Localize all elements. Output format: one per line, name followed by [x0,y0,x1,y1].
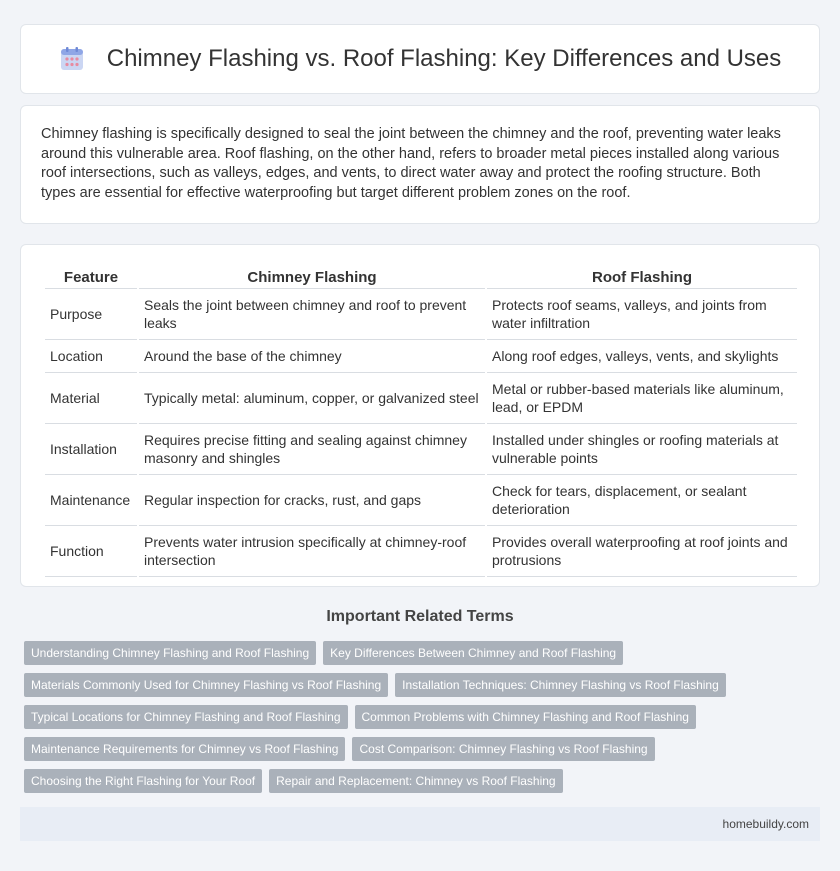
feature-cell: Material [45,373,137,424]
related-terms-title: Important Related Terms [326,608,514,625]
related-term-link[interactable]: Installation Techniques: Chimney Flashing vs Roof Flashing [395,673,726,697]
table-header-row [45,267,797,289]
table-row [45,373,797,424]
calendar-icon [59,46,85,72]
feature-cell: Maintenance [45,475,137,526]
roof-cell: Protects roof seams, valleys, and joints from water infiltration [487,289,797,340]
chimney-cell: Seals the joint between chimney and roof to prevent leaks [139,289,485,340]
roof-cell: Check for tears, displacement, or sealant deterioration [487,475,797,526]
header-roof-flashing: Roof Flashing [487,267,797,289]
table-row [45,424,797,475]
header-chimney-flashing: Chimney Flashing [139,267,485,289]
intro-paragraph: Chimney flashing is specifically designed to seal the joint between the chimney and the roof, preventing water leaks around this vulnerable area. Roof flashing, on the other hand, refers to broader metal pieces installed along various roof intersections, such as valleys, edges, and vents, to direct water away and protect the roofing structure. Both types are essential for effective waterproofing but target different problem zones on the roof. [41,126,781,201]
header-feature: Feature [45,267,137,289]
comparison-table [43,267,799,577]
header-card [20,24,820,94]
related-term-link[interactable]: Choosing the Right Flashing for Your Roof [24,769,262,793]
related-term-link[interactable]: Typical Locations for Chimney Flashing and Roof Flashing [24,705,348,729]
related-term-link[interactable]: Repair and Replacement: Chimney vs Roof Flashing [269,769,562,793]
page-title: Chimney Flashing vs. Roof Flashing: Key Differences and Uses [106,45,782,72]
roof-cell: Along roof edges, valleys, vents, and skylights [487,340,797,373]
related-term-link[interactable]: Cost Comparison: Chimney Flashing vs Roof Flashing [352,737,654,761]
chimney-cell: Prevents water intrusion specifically at chimney-roof intersection [139,526,485,577]
chimney-cell: Regular inspection for cracks, rust, and gaps [139,475,485,526]
comparison-table-card [20,244,820,587]
footer-site-link[interactable]: homebuildy.com [722,817,809,831]
related-term-link[interactable]: Key Differences Between Chimney and Roof Flashing [323,641,623,665]
feature-cell: Installation [45,424,137,475]
chimney-cell: Around the base of the chimney [139,340,485,373]
chimney-cell: Typically metal: aluminum, copper, or galvanized steel [139,373,485,424]
related-terms-list [24,641,824,801]
table-row [45,289,797,340]
related-term-link[interactable]: Maintenance Requirements for Chimney vs Roof Flashing [24,737,345,761]
related-term-link[interactable]: Common Problems with Chimney Flashing and Roof Flashing [355,705,696,729]
feature-cell: Purpose [45,289,137,340]
related-term-link[interactable]: Understanding Chimney Flashing and Roof Flashing [24,641,316,665]
table-row [45,526,797,577]
roof-cell: Provides overall waterproofing at roof joints and protrusions [487,526,797,577]
table-row [45,475,797,526]
footer [20,807,820,841]
feature-cell: Function [45,526,137,577]
chimney-cell: Requires precise fitting and sealing against chimney masonry and shingles [139,424,485,475]
feature-cell: Location [45,340,137,373]
table-row [45,340,797,373]
related-term-link[interactable]: Materials Commonly Used for Chimney Flashing vs Roof Flashing [24,673,388,697]
roof-cell: Installed under shingles or roofing materials at vulnerable points [487,424,797,475]
intro-card [20,105,820,224]
roof-cell: Metal or rubber-based materials like aluminum, lead, or EPDM [487,373,797,424]
